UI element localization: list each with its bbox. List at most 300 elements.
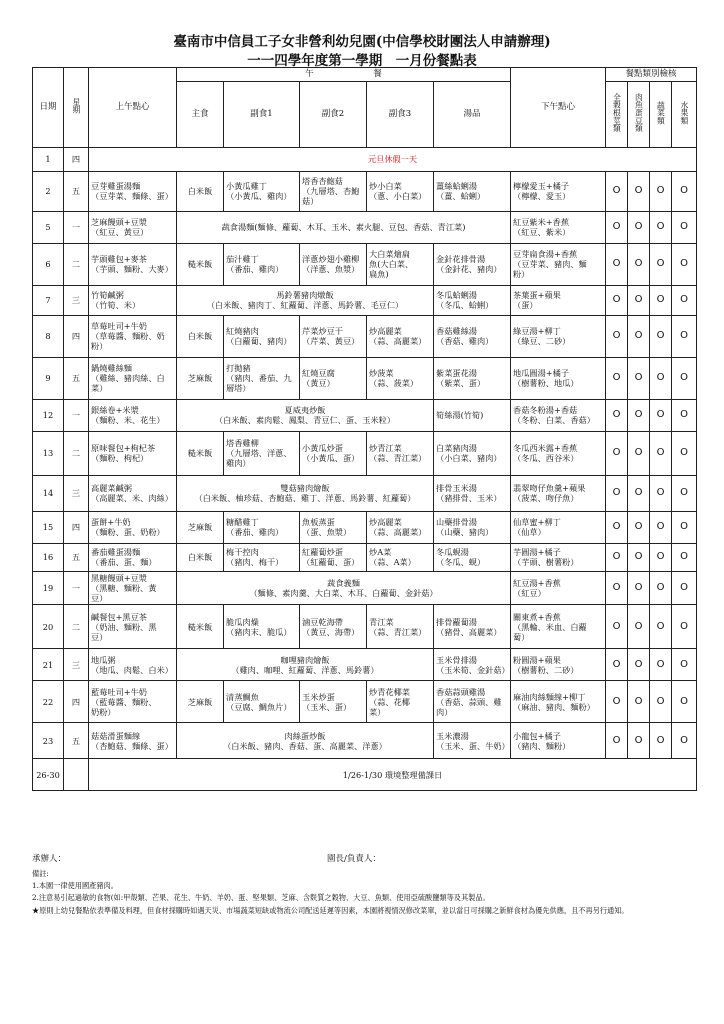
cell-line: 粉） [513,269,530,280]
soup-cell [434,243,511,285]
cell-line: 夏威夷炒飯 [284,404,326,415]
category-check-mark: O [628,571,650,605]
afternoon-snack-cell [511,243,606,285]
cell-line: 菇） [302,196,319,207]
morning-snack-cell [89,285,177,315]
morning-snack-cell [89,571,177,605]
category-check-mark: O [672,211,697,243]
table-row [33,605,697,649]
cell-line: 茶葉蛋+蘋果 [513,289,561,300]
category-check-mark: O [606,431,628,475]
category-check-mark: O [672,723,697,759]
category-check-mark: O [606,723,628,759]
header-weekday: 星期 [64,68,89,148]
cell-line: （麻油、豬肉、麵粉） [513,701,595,712]
afternoon-snack-cell [511,571,606,605]
cell-line: （洋蔥、魚漿） [302,264,360,275]
afternoon-snack-cell [511,511,606,543]
side-dish-cell [300,357,367,399]
weekday-cell: 一 [64,399,89,431]
morning-snack-cell [89,723,177,759]
category-check-mark: O [628,315,650,357]
cell-line: （小黃瓜、雞肉） [226,191,292,202]
soup-cell [434,315,511,357]
lunch-combined-cell [177,571,511,605]
remarks [32,868,696,917]
lunch-combined-cell [177,475,434,511]
soup-cell [434,543,511,571]
cell-line: （九層塔、杏鮑 [302,186,360,196]
cell-line: （麵粉、米、花生） [91,415,165,426]
cell-line: （蒜、高麗菜） [369,336,427,347]
cell-line: 銀絲卷+米漿 [91,404,139,415]
weekday-cell: 五 [64,171,89,211]
date-cell: 21 [33,649,64,681]
side-dish-cell [367,171,434,211]
cell-line: （金針花、豬肉） [436,264,502,275]
cell-line: （蛋、魚漿） [302,527,352,538]
side-dish-cell [367,431,434,475]
cell-line: 炒青花椰菜 [369,686,410,697]
lunch-combined-cell [177,399,434,431]
category-check-mark: O [628,605,650,649]
header-afternoon-snack: 下午點心 [511,68,606,148]
morning-snack-cell [89,605,177,649]
date-cell: 5 [33,211,64,243]
table-row [33,285,697,315]
soup-cell [434,475,511,511]
cell-line: （蛋） [513,300,538,311]
date-cell: 20 [33,605,64,649]
category-check-mark: O [628,211,650,243]
cell-line: 藍莓吐司+牛奶 [91,686,147,697]
afternoon-snack-cell [511,211,606,243]
cell-line: 檸檬愛玉+橘子 [513,180,570,191]
cell-line: 菜） [91,383,108,394]
soup-cell [434,511,511,543]
cell-line: 炒青江菜 [369,442,402,453]
morning-snack-cell [89,543,177,571]
cell-line: 番茄雞蛋湯麵 [91,546,141,557]
cell-line: （豆芽菜、麵條、蛋） [91,191,173,202]
table-row [33,759,697,791]
table-row [33,399,697,431]
weekday-cell: 三 [64,285,89,315]
table-row [33,243,697,285]
cell-line: （芋頭、樹薯粉） [513,557,579,568]
cell-line: （芹菜、黃豆） [302,336,360,347]
cell-line: 關東煮+香蕉 [513,611,561,622]
cell-line: 菜） [369,707,386,717]
cell-line: 奶粉） [91,707,116,717]
cell-line: 炒高麗菜 [369,325,402,336]
cell-line: 筍絲湯(竹筍) [436,410,484,420]
cell-line: 香菇冬粉湯+香菇 [513,404,578,415]
date-cell: 8 [33,315,64,357]
cell-line: （雞肉、咖哩、紅蘿蔔、洋蔥、馬鈴薯） [231,664,379,675]
weekday-cell: 三 [64,475,89,511]
cell-line: （蒜、A菜） [369,557,416,568]
category-check-mark: O [628,723,650,759]
cell-line: （紅豆） [513,588,546,598]
side-dish-cell [367,243,434,285]
cell-line: 豆芽扁食湯+香蕉 [513,248,578,259]
side-dish-cell [224,543,300,571]
cell-line: 菇菇滑蛋麵線 [91,730,141,741]
staple-cell: 糙米飯 [177,243,224,285]
date-cell: 12 [33,399,64,431]
cell-line: 冬瓜西米露+香蕉 [513,442,578,453]
staple-cell: 糙米飯 [177,605,224,649]
afternoon-snack-cell [511,357,606,399]
category-check-mark: O [672,571,697,605]
category-check-mark: O [606,649,628,681]
category-check-mark: O [650,511,672,543]
cell-line: （九層塔、洋蔥、 [226,448,292,458]
cell-line: 炒菠菜 [369,367,394,378]
cell-line: （藍莓醬、麵粉、 [91,696,157,707]
side-dish-cell [224,605,300,649]
category-check-mark: O [628,357,650,399]
table-row [33,723,697,759]
afternoon-snack-cell [511,649,606,681]
category-check-mark: O [606,315,628,357]
staple-cell: 糙米飯 [177,431,224,475]
table-row [33,171,697,211]
cell-line: 香菇雞絲湯 [436,325,477,336]
cell-line: 薑絲蛤蜊湯 [436,180,477,191]
cell-line: 滷豆乾海帶 [302,616,343,627]
header-grain: 全穀根莖類 [606,81,628,147]
cell-line: 紅豆湯+香蕉 [513,577,561,588]
category-check-mark: O [650,543,672,571]
cell-line: 小黃瓜雞丁 [226,180,267,191]
category-check-mark: O [628,681,650,723]
cell-line: （仙草） [513,527,546,538]
cell-line: 綠豆湯+柳丁 [513,325,561,336]
staple-cell: 芝麻飯 [177,681,224,723]
cell-line: （蒜、花椰 [369,696,410,707]
cell-line: （紫菜、蛋） [436,378,486,389]
category-check-mark: O [628,475,650,511]
side-dish-cell [300,171,367,211]
cell-line: 芋圓湯+橘子 [513,546,561,557]
cell-line: 魚板蒸蛋 [302,516,335,527]
soup-cell [434,357,511,399]
cell-line: 翡翠吻仔魚羹+蘋果 [513,482,586,493]
side-dish-cell [367,357,434,399]
soup-cell [434,399,511,431]
category-check-mark: O [606,171,628,211]
document-subtitle: 一一四學年度第一學期 一月份餐點表 [247,53,477,69]
side-dish-cell [300,543,367,571]
header-category-check: 餐點類別檢核 [606,68,697,82]
date-cell: 14 [33,475,64,511]
note-cell: 1/26-1/30 環境整理備課日 [89,759,697,791]
cell-line: （麵粉、蛋、奶粉） [91,527,165,538]
cell-line: 排骨蘿蔔湯 [436,616,477,627]
cell-line: 鍋燒雞絲麵 [91,362,132,373]
remark-title: 備註: [32,869,49,878]
afternoon-snack-cell [511,605,606,649]
weekday-cell: 二 [64,243,89,285]
cell-line: 蔬食義麵 [327,577,360,588]
cell-line: 層塔） [226,383,251,394]
soup-cell [434,431,511,475]
cell-line: 蔔） [513,632,530,642]
cell-line: （小白菜、豬肉） [436,453,502,464]
cell-line: 紅燒豆腐 [302,367,335,378]
morning-snack-cell [89,431,177,475]
cell-line: 豆芽雞蛋湯麵 [91,180,141,191]
cell-line: （草莓醬、麵粉、奶 [91,331,165,341]
side-dish-cell [224,315,300,357]
category-check-mark: O [628,243,650,285]
table-row [33,649,697,681]
cell-line: 金針花排骨湯 [436,253,486,264]
table-row [33,475,697,511]
table-row [33,511,697,543]
weekday-cell: 二 [64,431,89,475]
cell-line: （麵粉、枸杞） [91,453,149,464]
cell-line: （白蘿蔔、豬肉） [226,336,292,347]
category-check-mark: O [606,681,628,723]
header-soup: 湯品 [434,81,511,147]
cell-line: （白米飯、豬肉、香菇、蛋、高麗菜、洋蔥） [223,740,387,751]
side-dish-cell [367,511,434,543]
cell-line: （豬肉、麵粉） [513,740,571,751]
cell-line: 麻油肉絲麵線+柳丁 [513,691,586,702]
cell-line: 大白菜燴扁 [369,248,410,259]
side-dish-cell [300,605,367,649]
category-check-mark: O [650,605,672,649]
afternoon-snack-cell [511,431,606,475]
cell-line: 肉） [436,707,453,717]
cell-line: 炒A菜 [369,546,392,557]
category-check-mark: O [606,357,628,399]
category-check-mark: O [672,681,697,723]
morning-snack-cell [89,399,177,431]
category-check-mark: O [628,511,650,543]
cell-line: 仙草蜜+柳丁 [513,516,561,527]
header-protein: 肉魚蛋豆類 [628,81,650,147]
staple-cell: 芝麻飯 [177,357,224,399]
cell-line: 豆） [91,632,108,642]
staple-cell: 芝麻飯 [177,511,224,543]
cell-line: （冬粉、白菜、香菇） [513,415,595,426]
category-check-mark: O [650,723,672,759]
category-check-mark: O [606,475,628,511]
date-cell: 23 [33,723,64,759]
cell-line: （蒜、高麗菜） [369,527,427,538]
header-fruit: 水果類 [672,81,697,147]
cell-line: 馬鈴薯豬肉燉飯 [276,289,334,300]
cell-line: 扁魚) [369,269,389,280]
soup-cell [434,605,511,649]
weekday-cell: 二 [64,605,89,649]
side-dish-cell [367,315,434,357]
cell-line: （山藥、豬肉） [436,527,494,538]
category-check-mark: O [628,399,650,431]
category-check-mark: O [650,285,672,315]
contractor-label: 承辦人： [32,854,67,864]
morning-snack-cell [89,315,177,357]
category-check-mark: O [606,605,628,649]
cell-line: 草莓吐司+牛奶 [91,320,147,331]
cell-line: 紅蘿蔔炒蛋 [302,546,343,557]
cell-line: 芝麻饅頭+豆漿 [91,216,147,227]
cell-line: 地瓜粥 [91,654,116,665]
morning-snack-cell [89,211,177,243]
morning-snack-cell [89,357,177,399]
cell-line: （樹薯粉、地瓜） [513,378,579,389]
cell-line: （冬瓜、蜆） [436,557,486,568]
date-cell: 19 [33,571,64,605]
cell-line: 蛋餅+牛奶 [91,516,131,527]
header-side1: 副食1 [224,81,300,147]
cell-line: （豬骨、高麗菜） [436,626,502,637]
morning-snack-cell [89,681,177,723]
cell-line: 紅豆紫米+香蕉 [513,216,570,227]
cell-line: （黃豆、海帶） [302,626,360,637]
cell-line: 雙菇豬肉燴飯 [280,482,330,493]
cell-line: （麵條、素肉羹、大白菜、木耳、白蘿蔔、金針菇） [249,588,438,598]
cell-line: （薑、蛤蜊） [436,191,486,202]
remark-note-2: 2.注意易引起過敏的食物(如:甲殼類、芒果、花生、牛奶、羊奶、蛋、堅果類、芝麻、含麩質之穀物、大豆、魚類、使用亞硫酸鹽類等及其製品。 [32,893,490,903]
side-dish-cell [300,315,367,357]
category-check-mark: O [672,285,697,315]
category-check-mark: O [650,315,672,357]
cell-line: （竹筍、米） [91,300,141,311]
soup-cell [434,285,511,315]
afternoon-snack-cell [511,399,606,431]
category-check-mark: O [628,171,650,211]
header-morning-snack: 上午點心 [89,68,177,148]
cell-line: （白米飯、豬肉丁、紅蘿蔔、洋蔥、馬鈴薯、毛豆仁） [206,300,404,311]
cell-line: （紅豆、紫米） [513,227,571,238]
cell-line: （番茄、雞肉） [226,527,284,538]
lunch-combined-cell [177,285,434,315]
cell-line: （白米飯、柚珍菇、杏鮑菇、雞丁、洋蔥、馬鈴薯、紅蘿蔔） [194,493,416,504]
weekday-cell: 四 [64,147,89,171]
cell-line: （豬肉、番茄、九 [226,373,292,383]
weekday-cell: 五 [64,357,89,399]
cell-line: （蒜、青江菜） [369,453,427,464]
date-cell: 7 [33,285,64,315]
category-check-mark: O [672,357,697,399]
header-lunch: 午 餐 [177,68,511,82]
afternoon-snack-cell [511,315,606,357]
date-cell: 2 [33,171,64,211]
category-check-mark: O [606,543,628,571]
cell-line: （玉米、蛋、牛奶） [436,740,510,751]
table-row [33,357,697,399]
header-date: 日期 [33,68,64,148]
cell-line: 芹菜炒豆干 [302,325,343,336]
table-row [33,571,697,605]
cell-line: （奶油、麵粉、黑 [91,621,157,632]
cell-line: 冬瓜蛤蜊湯 [436,289,477,300]
category-check-mark: O [628,285,650,315]
category-check-mark: O [650,399,672,431]
side-dish-cell [300,431,367,475]
cell-line: （小黃瓜、蛋） [302,453,360,464]
category-check-mark: O [650,681,672,723]
date-cell: 1 [33,147,64,171]
cell-line: （豆腐、鯛魚片） [226,701,292,712]
cell-line: （菠菜、吻仔魚） [513,493,579,504]
cell-line: 原味餐包+枸杞茶 [91,442,156,453]
table-row [33,431,697,475]
soup-cell [434,723,511,759]
cell-line: （紅豆、黃豆） [91,227,149,238]
category-check-mark: O [672,243,697,285]
weekday-cell: 一 [64,571,89,605]
soup-cell [434,681,511,723]
cell-line: （豬肉末、脆瓜） [226,626,292,637]
category-check-mark: O [672,399,697,431]
cell-line: 肉絲蛋炒飯 [284,730,326,741]
director-label: 園長/負責人： [327,854,381,864]
lunch-combined-cell [177,723,434,759]
cell-line: 粉） [91,341,108,352]
side-dish-cell [300,681,367,723]
category-check-mark: O [606,211,628,243]
cell-line: 豆） [91,593,108,604]
table-row [33,147,697,171]
cell-line: 玉米濃湯 [436,730,469,741]
cell-line: 冬瓜蜆湯 [436,546,469,557]
side-dish-cell [367,605,434,649]
category-check-mark: O [606,285,628,315]
cell-line: （冬瓜、蛤蜊） [436,300,494,311]
cell-line: （蔥、小白菜） [369,191,427,202]
cell-line: 打拋豬 [226,362,251,373]
cell-line: （蒜、菠菜） [369,378,419,389]
menu-table [32,67,697,791]
cell-line: （芋頭、麵粉、大麥） [91,264,173,275]
weekday-cell: 三 [64,649,89,681]
side-dish-cell [224,243,300,285]
afternoon-snack-cell [511,723,606,759]
date-cell: 13 [33,431,64,475]
cell-line: （蒜、青江菜） [369,626,427,637]
cell-line: 香菇蒜頭雞湯 [436,686,486,697]
category-check-mark: O [672,511,697,543]
cell-line: 洋蔥炒翅小雞柳 [302,253,360,264]
cell-line: （黑糖、麵粉、黃 [91,582,157,593]
cell-line: 咖哩豬肉燴飯 [280,654,330,665]
cell-line: （香菇、雞肉） [436,336,494,347]
date-cell: 16 [33,543,64,571]
category-check-mark: O [650,649,672,681]
weekday-cell: 五 [64,723,89,759]
lunch-combined-cell [177,649,434,681]
table-row [33,211,697,243]
date-cell: 15 [33,511,64,543]
staple-cell: 白米飯 [177,315,224,357]
staple-cell: 白米飯 [177,171,224,211]
cell-line: 蔬食湯麵(麵條、蘿蔔、木耳、玉米、素火腿、豆包、香菇、青江菜) [221,222,466,232]
cell-line: （白米飯、素肉鬆、鳳梨、青豆仁、蛋、玉米粒） [214,415,396,426]
cell-line: 排骨玉米湯 [436,482,477,493]
cell-line: 紫菜蛋花湯 [436,367,477,378]
table-row [33,543,697,571]
cell-line: （杏鮑菇、麵條、蛋） [91,740,173,751]
cell-line: （樹薯粉、二砂） [513,664,579,675]
cell-line: （黑輪、米血、白蘿 [513,621,587,632]
cell-line: （檸檬、愛玉） [513,191,571,202]
